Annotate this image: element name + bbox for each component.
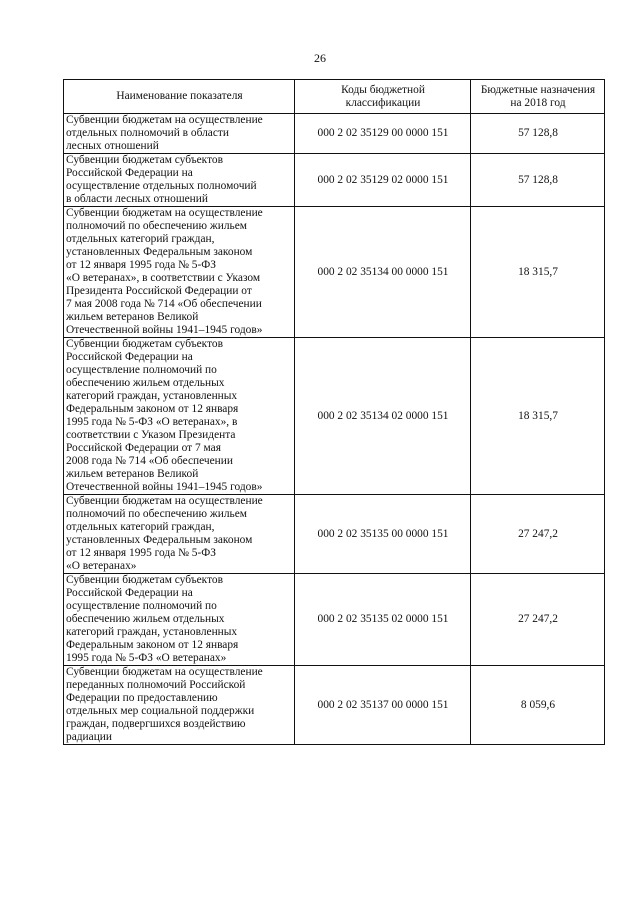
row-indicator-name: Субвенции бюджетам на осуществление переданных полномочий Российской Федерации по предоставлению отдельных мер социальной поддержки граждан, подвергшихся воздействию радиации — [64, 666, 295, 745]
budget-table — [63, 79, 605, 745]
table-row — [64, 666, 605, 745]
row-budget-amount: 18 315,7 — [471, 207, 605, 338]
row-indicator-name: Субвенции бюджетам субъектов Российской Федерации на осуществление отдельных полномочий в области лесных отношений — [64, 154, 295, 207]
row-budget-code: 000 2 02 35134 02 0000 151 — [295, 338, 471, 495]
row-indicator-name: Субвенции бюджетам субъектов Российской Федерации на осуществление полномочий по обеспечению жильем отдельных категорий граждан, установленных Федеральным законом от 12 января 1995 года № 5-ФЗ «О ветеранах», в соответствии с Указом Президента Российской Федерации от 7 мая 2008 года № 714 «Об обеспечении жильем ветеранов Великой Отечественной войны 1941–1945 годов» — [64, 338, 295, 495]
header-budget-amount: Бюджетные назначения на 2018 год — [471, 80, 605, 114]
row-budget-code: 000 2 02 35137 00 0000 151 — [295, 666, 471, 745]
row-budget-code: 000 2 02 35135 02 0000 151 — [295, 574, 471, 666]
table-row — [64, 495, 605, 574]
row-budget-amount: 27 247,2 — [471, 574, 605, 666]
row-indicator-name: Субвенции бюджетам на осуществление полномочий по обеспечению жильем отдельных категорий граждан, установленных Федеральным законом от 12 января 1995 года № 5-ФЗ «О ветеранах» — [64, 495, 295, 574]
row-indicator-name: Субвенции бюджетам на осуществление полномочий по обеспечению жильем отдельных категорий граждан, установленных Федеральным законом от 12 января 1995 года № 5-ФЗ «О ветеранах», в соответствии с Указом Президента Российской Федерации от 7 мая 2008 года № 714 «Об обеспечении жильем ветеранов Великой Отечественной войны 1941–1945 годов» — [64, 207, 295, 338]
table-row — [64, 338, 605, 495]
table-row — [64, 207, 605, 338]
row-budget-amount: 27 247,2 — [471, 495, 605, 574]
row-budget-code: 000 2 02 35129 00 0000 151 — [295, 114, 471, 154]
row-indicator-name: Субвенции бюджетам субъектов Российской Федерации на осуществление полномочий по обеспечению жильем отдельных категорий граждан, установленных Федеральным законом от 12 января 1995 года № 5-ФЗ «О ветеранах» — [64, 574, 295, 666]
table-header-row — [64, 80, 605, 114]
page-number: 26 — [314, 51, 326, 65]
row-budget-code: 000 2 02 35135 00 0000 151 — [295, 495, 471, 574]
row-budget-amount: 57 128,8 — [471, 154, 605, 207]
row-budget-amount: 57 128,8 — [471, 114, 605, 154]
header-indicator-name: Наименование показателя — [64, 80, 295, 114]
row-budget-amount: 8 059,6 — [471, 666, 605, 745]
row-budget-code: 000 2 02 35134 00 0000 151 — [295, 207, 471, 338]
row-budget-code: 000 2 02 35129 02 0000 151 — [295, 154, 471, 207]
table-row — [64, 154, 605, 207]
table-row — [64, 114, 605, 154]
header-budget-code: Коды бюджетной классификации — [295, 80, 471, 114]
table-row — [64, 574, 605, 666]
row-budget-amount: 18 315,7 — [471, 338, 605, 495]
row-indicator-name: Субвенции бюджетам на осуществление отдельных полномочий в области лесных отношений — [64, 114, 295, 154]
